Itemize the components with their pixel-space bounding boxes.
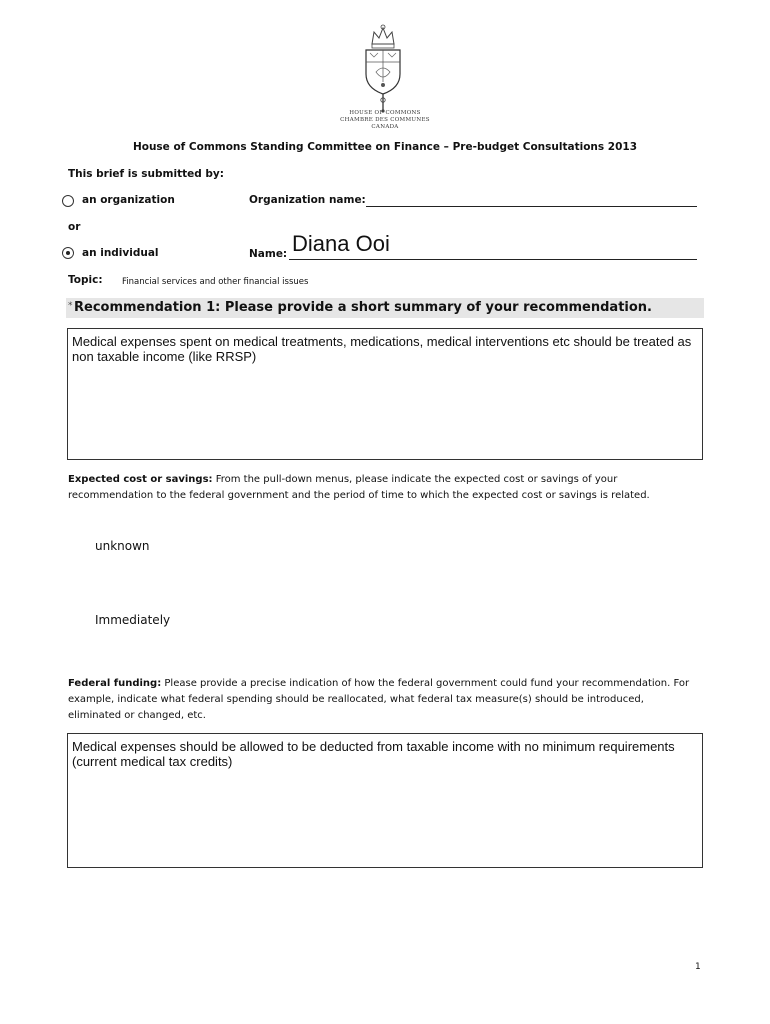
topic-label: Topic: [68, 274, 103, 286]
expected-cost-label: Expected cost or savings: [68, 474, 213, 485]
individual-radio[interactable] [62, 247, 74, 259]
federal-funding-text-area[interactable] [67, 733, 703, 868]
name-field[interactable]: Diana Ooi [292, 231, 390, 256]
crest-caption [320, 110, 450, 131]
expected-cost-instructions: From the pull-down menus, please indicate the expected cost or savings of your recommendation to the federal government and the period of time to which the expected cost or savings is related. [68, 474, 650, 501]
recommendation-text: Medical expenses spent on medical treatments, medications, medical interventions etc should be treated as non taxable income (like RRSP) [72, 334, 692, 364]
federal-funding-paragraph [68, 676, 698, 724]
federal-funding-response: Medical expenses should be allowed to be deducted from taxable income with no minimum requirements (current medical tax credits) [72, 739, 675, 769]
recommendation-title: Recommendation 1: Please provide a short summary of your recommendation. [74, 300, 652, 315]
required-marker: * [68, 301, 73, 311]
organization-name-label: Organization name: [249, 194, 366, 206]
individual-option-label: an individual [82, 247, 159, 259]
name-label: Name: [249, 248, 288, 260]
federal-funding-instructions: Please provide a precise indication of how the federal government could fund your recommendation. For example, indicate what federal spending should be reallocated, what federal tax measure(s) should be introduced, eliminated or changed, etc. [68, 678, 690, 721]
organization-option-label: an organization [82, 194, 175, 206]
time-period-dropdown[interactable]: Immediately [95, 613, 171, 627]
recommendation-text-area[interactable] [67, 328, 703, 460]
organization-radio[interactable] [62, 195, 74, 207]
submitted-by-label: This brief is submitted by: [68, 168, 224, 180]
crest-line-2: CHAMBRE DES COMMUNES [340, 117, 430, 123]
page-number: 1 [695, 962, 701, 972]
name-field-underline [289, 259, 697, 260]
expected-cost-paragraph [68, 472, 698, 504]
expected-cost-dropdown[interactable]: unknown [95, 539, 150, 553]
radio-selected-dot [66, 251, 70, 255]
federal-funding-label: Federal funding: [68, 678, 162, 689]
document-title: House of Commons Standing Committee on Finance – Pre-budget Consultations 2013 [132, 141, 638, 153]
crest-line-3: CANADA [371, 124, 399, 130]
house-of-commons-crest-logo [358, 22, 408, 114]
topic-dropdown[interactable]: Financial services and other financial issues [122, 277, 309, 287]
or-label: or [68, 221, 81, 233]
organization-name-field[interactable] [366, 206, 697, 207]
crest-line-1: HOUSE OF COMMONS [349, 110, 421, 116]
